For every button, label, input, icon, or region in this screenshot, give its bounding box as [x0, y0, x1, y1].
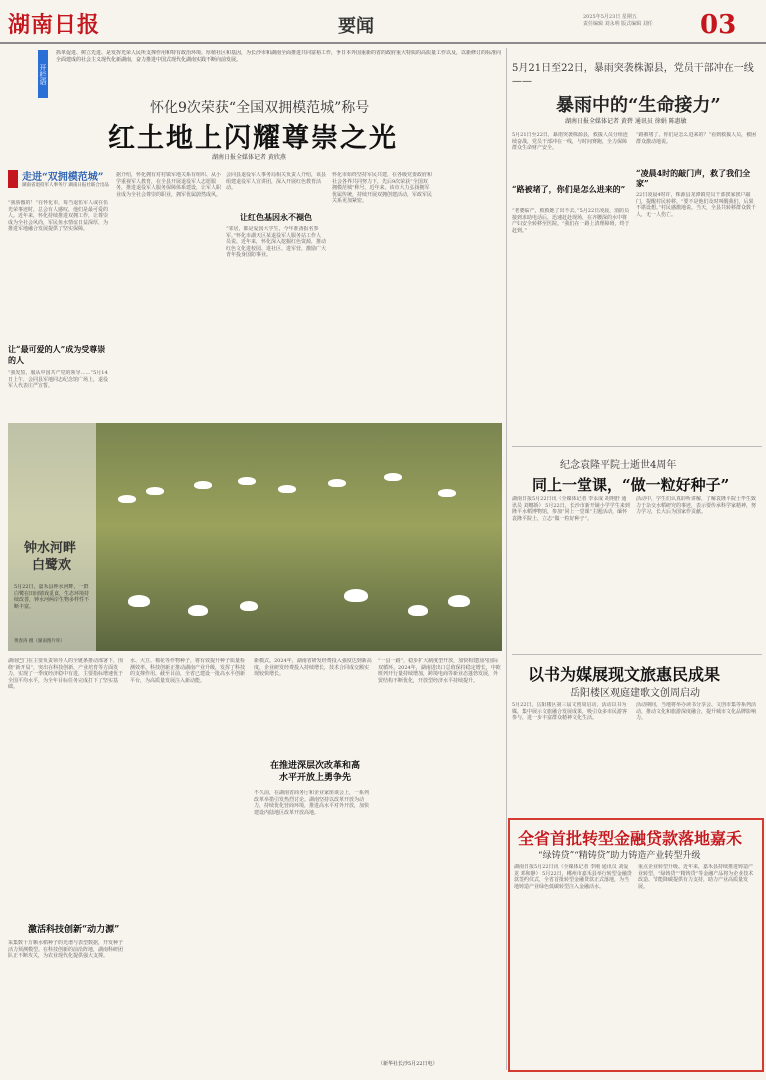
egret-icon	[188, 605, 208, 616]
photo-credit: 黄春涛 摄（湖南图片库）	[14, 639, 65, 644]
egret-icon	[194, 481, 212, 489]
feature-byline: 湖南日报全媒体记者 黄欣燕	[212, 154, 286, 161]
tourism-column-1: 5月22日，岳阳楼区第三届文创周启动，活动以书为媒，集中展示文旅融合发展成果，吸引众多市民游客参与，进一步丰富群众精神文化生活。	[512, 702, 628, 722]
footer-jump: （新华社长沙5月22日电）	[378, 1061, 438, 1067]
finance-column-2: 重点企业转型升级。近年来，嘉禾县持续推进铸造产业转型，“绿铸贷”“精铸贷”等金融产品将为企业技术改造、节能降碳提供有力支持，助力产业高质量发展。	[638, 864, 754, 890]
feature-column-3a: 会同县退役军人事务局相关负责人介绍，该县组建退役军人宣讲团，深入开展红色教育活动。	[226, 172, 326, 192]
storm-byline: 湖南日报全媒体记者 黄碧 通讯员 徐娟 陈惠敏	[565, 118, 687, 125]
egret-icon	[240, 601, 258, 611]
bottom-column-3a: 新模式。2024年，湖南省研发经费投入强度达到新高度，企业研发经费投入持续增长，技术合同成交额实现较快增长。	[254, 658, 372, 678]
bottom-column-1: 湖南巴门在主要负责领导人的全链条推动部署下，围绕“新开局”，突出在科技创新、产业培育等方面发力，实现了一季度经济稳中有进，主要指标增速优于全国平均水平，为全年目标任务完成打下了坚实基础。	[8, 658, 124, 691]
feature-title: 红土地上闪耀尊崇之光	[108, 123, 398, 154]
memorial-title: 同上一堂课，“做一粒好种子”	[532, 476, 730, 494]
storm-column-2a: “路被堵了，你们是怎么进来的？”看到救援人员，被困群众激动地说。	[636, 132, 757, 145]
finance-byline: 湖南日报5月22日讯（全媒体记者 李刚 通讯员 刘爱龙 邓和静）	[514, 864, 629, 877]
finance-subtitle: “绿铸贷”“精铸贷”助力铸造产业转型升级	[538, 851, 701, 861]
bottom-column-4: “一县一路”，稳步扩大制度型开放，加快构建国内国际双循环。2024年，湖南进出口总值保持稳定增长，中欧班列开行量持续增加，跨境电商等新业态蓬勃发展，外贸结构不断优化，开放型经济水平持续提升。	[378, 658, 501, 684]
photo-title-line2: 白鹭欢	[32, 558, 72, 573]
feature-column-4: 怀化市始终坚持军民共建，在各级党委政府和社会各界共同努力下，先后9次荣获“全国双拥模范城”称号。近年来，该市大力弘扬拥军优属传统，持续开展双拥创建活动，军政军民关系更加紧密。	[332, 172, 432, 205]
tourism-title: 以书为媒展现文旅惠民成果	[528, 665, 721, 684]
sidebar-label: 走进“双拥模范城”	[22, 172, 104, 183]
star-badge-icon	[8, 170, 18, 188]
photo-title-line1: 钟水河畔	[24, 541, 77, 556]
memorial-byline: 湖南日报5月22日讯（全媒体记者 李永成 胡翔舒 通讯员 刘娜娇）	[512, 496, 627, 509]
feature-column-1: “我骄傲的！”在怀化市，每当退伍军人或在伍光荣事迹时，总会有人感叹，他们是最可爱的人。近年来，怀化持续推进双拥工作，让尊崇成为全社会风尚，军民鱼水情谊日益深厚，为推进军地融合发展提供了坚实保障。	[8, 200, 109, 233]
issue-date: 2025年5月23日 星期五	[583, 14, 637, 20]
storm-column-2: 22日凌晨4时许，株源县龙潭镇党员干部挨家挨户敲门，提醒村民转移。“要不是他们及时叫醒我们，后果不堪设想。”村民感激地说。当天，全县共转移群众数千人，无一人伤亡。	[636, 192, 757, 218]
egret-icon	[344, 589, 368, 602]
subhead-innovation: 激活科技创新“动力源”	[28, 925, 120, 935]
sidebar-box	[8, 168, 110, 194]
masthead-rule	[0, 42, 766, 44]
finance-column-1: 湖南日报5月22日讯（全媒体记者 李刚 通讯员 刘爱龙 邓和静） 5月22日，郴州市嘉禾县举行转型金融贷款签约仪式，全省首批转型金融贷款正式落地，为当地铸造产业绿色低碳转型注入金融活水。	[514, 864, 632, 890]
egret-icon	[146, 487, 164, 495]
memorial-column-1: 湖南日报5月22日讯（全媒体记者 李永成 胡翔舒 通讯员 刘娜娇） 5月22日，长沙市新开铺小学学生来到隆平水稻博物馆，参加“同上一堂课”主题活动，缅怀袁隆平院士，立志“做一粒好种子”。	[512, 496, 630, 522]
memorial-column-2: 活动中，学生们认真聆听讲解，了解袁隆平院士毕生致力于杂交水稻研究的事迹，表示要传承科学家精神，努力学习，长大后为国家作贡献。	[636, 496, 757, 516]
storm-q1: “路被堵了，你们是怎么进来的”	[512, 184, 626, 194]
egret-icon	[278, 485, 296, 493]
memorial-kicker: 纪念袁隆平院士逝世4周年	[560, 460, 677, 471]
intro-tag: 开栏语	[38, 50, 48, 98]
egret-icon	[408, 605, 428, 616]
issue-meta	[583, 14, 653, 28]
egret-icon	[328, 479, 346, 487]
intro-text: 抓革促进、树立先进、是发挥光荣人民所支撑作用和特有政治环境、厚植社区和基因，为长沙市和湖南全面推进共同富裕工作，争日本外国重新的省的政府重大特质的高质量工作以及，以新修订的标准向全面建成的社会主义现代化新湖南，奋力推进中国式现代化湖南实践不断向前发展。	[56, 50, 502, 63]
bottom-column-3: 不久前，在湖南省商务厅和企业家座谈会上，一系列改革举措引发热烈讨论。湖南坚持以改革开放为动力，持续优化营商环境，推进高水平对外开放，加快建设内陆地区改革开放高地。	[254, 790, 370, 816]
page-number: 03	[700, 10, 737, 40]
egret-icon	[128, 595, 150, 607]
column-divider	[506, 48, 507, 1070]
feature-column-3: “邻居，都是爱国大学生，今年准备报名参军。”怀化市湖天区某退役军人服务站工作人员说。近年来，怀化深入挖掘红色资源，推动红色文化进校园、进社区、进军营，激励广大青年投身国防事业。	[226, 226, 326, 259]
photo-caption: 5月22日，嘉禾县钟水河畔，一群白鹭在田间嬉戏觅食，生态环境持续改善，钟水河两岸生物多样性不断丰富。	[14, 584, 90, 610]
egret-icon	[384, 473, 402, 481]
egret-icon	[448, 595, 470, 607]
photo-title	[24, 540, 76, 574]
newspaper-logo: 湖南日报	[8, 12, 101, 38]
storm-title: 暴雨中的“生命接力”	[556, 95, 721, 116]
feature-column-2: 据介绍，怀化拥有对村镇军地关系有组织、从小学重视军人教育，在全县开展退役军人志愿服务，推进退役军人服务保障体系建设，让军人职业成为全社会尊崇的职业，拥军优属蔚然成风。	[116, 172, 221, 198]
egret-icon	[118, 495, 136, 503]
right-divider-2	[512, 654, 762, 655]
storm-kicker: 5月21日至22日，暴雨突袭株源县，党员干部冲在一线——	[512, 63, 754, 87]
feature-column-1b: “我发誓，服从中国共产党的领导……”5月14日上午，会同县军地同志纪念馆广场上，退役军人代表庄严宣誓。	[8, 370, 109, 390]
tourism-column-2: 活动期间，当地将举办读书分享会、文创市集等系列活动，推动文化和旅游深度融合，提升城市文化品牌影响力。	[636, 702, 757, 722]
storm-column-1a: 5月21日至22日，暴雨突袭株源县，救援人员分组连续奋战，党员干部冲在一线，与时间赛跑，全力保障群众生命财产安全。	[512, 132, 628, 152]
section-title: 要闻	[338, 16, 374, 37]
issue-editor: 责任编辑 刘永明 版式编辑 刘任	[583, 21, 653, 27]
subhead-red-gene: 让红色基因永不褪色	[240, 212, 312, 222]
egret-icon	[438, 489, 456, 497]
subhead-reform: 在推进深层次改革和高水平开放上勇争先	[270, 761, 361, 783]
egret-icon	[238, 477, 256, 485]
storm-q2: “凌晨4时的敲门声，救了我们全家”	[636, 168, 751, 188]
subhead-respect: 让“最可爱的人”成为受尊崇的人	[8, 344, 106, 365]
sidebar-sub: 湖南省退役军人事务厅 湖南日报社联合出品	[22, 183, 109, 188]
storm-column-1: “老婆临产，救救她了出不去。”5月22日凌晨，消防员接到求助电话后，迅速赶赴现场，在齐腰深的水中将产妇安全转移至医院。“我们在一路上清理障碍，终于赶到。”	[512, 208, 630, 234]
tourism-subtitle: 岳阳楼区观庭建歌文创周启动	[570, 688, 700, 699]
right-divider-1	[512, 446, 762, 447]
bottom-column-1b: 采集数十万颗水稻种子的光谱与表型数据，开发种子活力预测模型。在科技创新的前沿阵地，湖南科研团队正不断攻关，为农业现代化提供强大支撑。	[8, 940, 124, 960]
feature-kicker: 怀化9次荣获“全国双拥模范城”称号	[150, 100, 370, 116]
bottom-column-2: 水、大豆、棉花等作物种子，将有效提升种子质量检测效率。科技创新正推动湖南产业升级，发挥了科技的支撑作用。截至目前，全省已建设一批高水平创新平台，为高质量发展注入新动能。	[130, 658, 246, 684]
finance-title: 全省首批转型金融贷款落地嘉禾	[518, 829, 743, 848]
